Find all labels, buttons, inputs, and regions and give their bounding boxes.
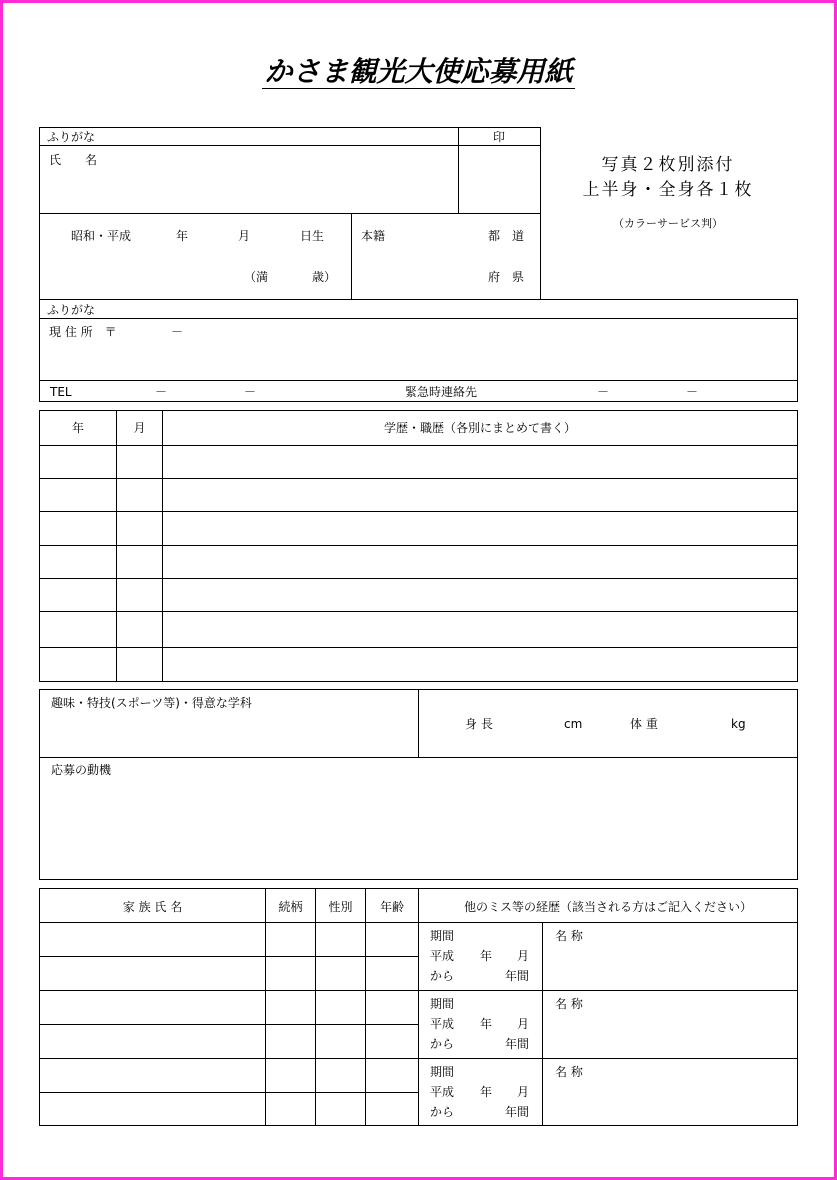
furigana-label: ふりがな xyxy=(47,130,96,144)
height-weight-field[interactable] xyxy=(419,690,797,756)
family-row[interactable] xyxy=(40,1059,418,1092)
weight-unit: kg xyxy=(731,717,746,731)
motive-label: 応募の動機 xyxy=(51,763,112,777)
family-row[interactable] xyxy=(40,957,418,990)
heisei-label: 平成 xyxy=(430,1085,455,1099)
history-row[interactable] xyxy=(40,612,797,647)
age-close: 歳） xyxy=(312,270,337,284)
history-year-header: 年 xyxy=(71,421,84,435)
photo-instruction-2: 上半身・全身各１枚 xyxy=(582,180,754,200)
history-desc-header: 学歴・職歴（各別にまとめて書く） xyxy=(383,421,576,435)
family-row[interactable] xyxy=(40,991,418,1024)
height-label: 身 長 xyxy=(465,717,493,731)
honseki-label: 本籍 xyxy=(361,229,386,243)
seal-field[interactable] xyxy=(459,146,539,212)
honseki-field[interactable] xyxy=(352,214,539,298)
from-label: から xyxy=(430,1105,455,1119)
postal-dash: － xyxy=(171,325,184,339)
tel-dash-2: － xyxy=(244,385,257,399)
month-unit: 月 xyxy=(517,949,530,963)
gender-header: 性別 xyxy=(328,900,353,914)
heisei-label: 平成 xyxy=(430,949,455,963)
years-unit: 年間 xyxy=(505,1105,530,1119)
family-row[interactable] xyxy=(40,923,418,956)
tel-field[interactable] xyxy=(80,381,390,401)
emergency-dash-1: － xyxy=(597,385,610,399)
age-header: 年齢 xyxy=(379,900,404,914)
heisei-label: 平成 xyxy=(430,1017,455,1031)
hobby-field[interactable] xyxy=(40,690,417,756)
motive-field[interactable] xyxy=(40,758,797,879)
fuken-label: 府 県 xyxy=(488,270,525,284)
history-row[interactable] xyxy=(40,512,797,545)
history-row[interactable] xyxy=(40,446,797,478)
relation-header: 続柄 xyxy=(278,900,303,914)
pageant-name-label: 名 称 xyxy=(555,997,583,1011)
pageant-name-label: 名 称 xyxy=(555,929,583,943)
hobby-label: 趣味・特技(スポーツ等)・得意な学科 xyxy=(51,696,252,710)
family-row[interactable] xyxy=(40,1025,418,1058)
history-row[interactable] xyxy=(40,648,797,681)
family-row[interactable] xyxy=(40,1093,418,1125)
emergency-field[interactable] xyxy=(500,381,796,401)
emergency-label: 緊急時連絡先 xyxy=(405,385,478,399)
tel-label: TEL xyxy=(50,385,72,399)
pageant-header: 他のミス等の経歴（該当される方はご記入ください） xyxy=(463,900,752,914)
name-label: 氏 名 xyxy=(49,153,98,167)
birth-era: 昭和・平成 xyxy=(71,229,132,243)
year-unit: 年 xyxy=(480,949,493,963)
pageant-name-label: 名 称 xyxy=(555,1065,583,1079)
name-field[interactable] xyxy=(40,146,457,212)
height-unit: cm xyxy=(564,717,583,731)
furigana-label-2: ふりがな xyxy=(47,303,96,317)
age-open: （満 xyxy=(244,270,269,284)
period-label: 期間 xyxy=(430,929,455,943)
from-label: から xyxy=(430,1037,455,1051)
tel-dash-1: － xyxy=(155,385,168,399)
photo-note: （カラーサービス判） xyxy=(613,217,723,230)
history-row[interactable] xyxy=(40,479,797,511)
birth-year-unit: 年 xyxy=(176,229,189,243)
years-unit: 年間 xyxy=(505,1037,530,1051)
address-field[interactable] xyxy=(40,319,797,379)
todo-label: 都 道 xyxy=(488,229,525,243)
years-unit: 年間 xyxy=(505,969,530,983)
emergency-dash-2: － xyxy=(686,385,699,399)
history-row[interactable] xyxy=(40,546,797,578)
from-label: から xyxy=(430,969,455,983)
page-title: かさま観光大使応募用紙 xyxy=(264,55,573,88)
month-unit: 月 xyxy=(517,1017,530,1031)
year-unit: 年 xyxy=(480,1085,493,1099)
birthdate-field[interactable] xyxy=(40,214,350,298)
history-month-header: 月 xyxy=(133,421,146,435)
address-label: 現 住 所 〒 xyxy=(49,325,117,339)
family-name-header: 家 族 氏 名 xyxy=(122,900,183,914)
history-row[interactable] xyxy=(40,579,797,611)
weight-label: 体 重 xyxy=(630,717,658,731)
period-label: 期間 xyxy=(430,1065,455,1079)
birth-day-unit: 日生 xyxy=(300,229,325,243)
year-unit: 年 xyxy=(480,1017,493,1031)
month-unit: 月 xyxy=(517,1085,530,1099)
period-label: 期間 xyxy=(430,997,455,1011)
birth-month-unit: 月 xyxy=(238,229,251,243)
seal-label: 印 xyxy=(492,130,505,144)
photo-instruction-1: 写真２枚別添付 xyxy=(601,155,735,175)
